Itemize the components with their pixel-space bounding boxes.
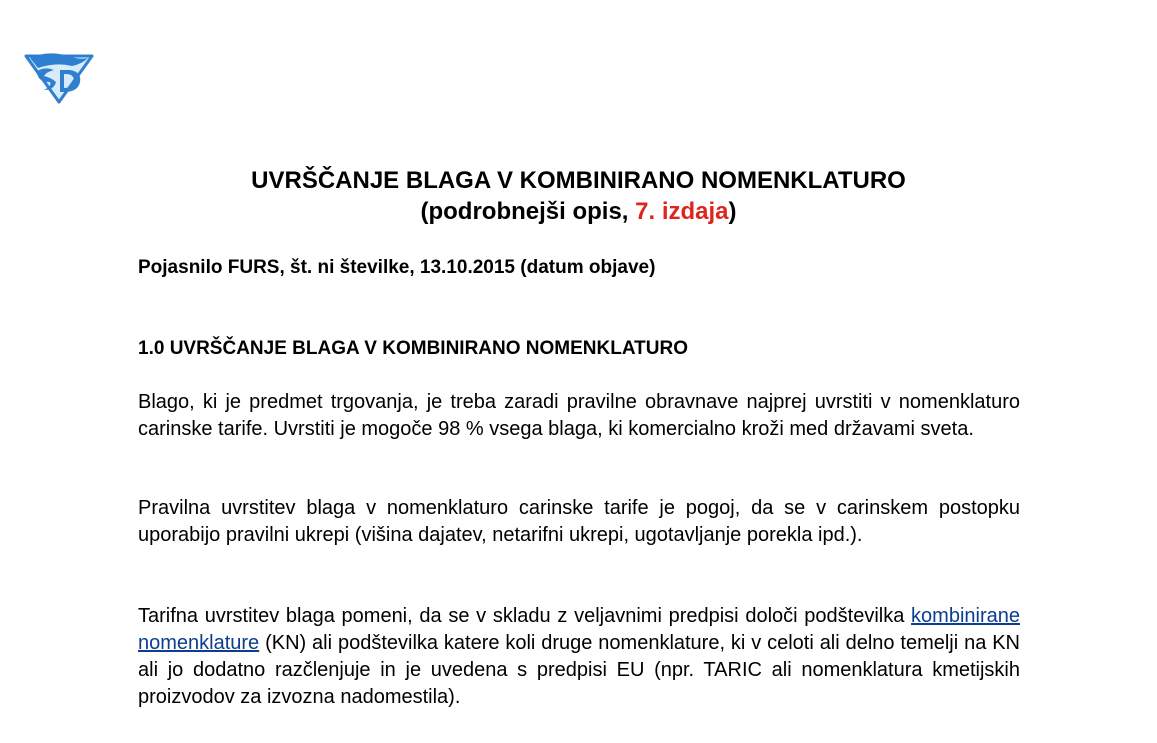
title-line-2-suffix: ) [728,198,737,225]
sd-shield-logo-icon [22,48,96,104]
section-heading: 1.0 UVRŠČANJE BLAGA V KOMBINIRANO NOMENKLATURO [138,338,688,359]
title-line-2 [0,196,1157,227]
edition-label: 7. izdaja [635,198,729,225]
document-title [0,165,1157,227]
paragraph-1: Blago, ki je predmet trgovanja, je treba zaradi pravilne obravnave najprej uvrstiti v nomenklaturo carinske tarife. Uvrstiti je mogoče 98 % vsega blaga, ki komercialno kroži med državami sveta. [138,391,1020,440]
paragraph-2: Pravilna uvrstitev blaga v nomenklaturo carinske tarife je pogoj, da se v carinskem postopku uporabijo pravilni ukrepi (višina dajatev, netarifni ukrepi, ugotavljanje porekla ipd.). [138,497,1020,546]
paragraph-3 [138,603,1020,711]
title-line-2-prefix: (podrobnejši opis, [420,198,636,225]
document-meta: Pojasnilo FURS, št. ni številke, 13.10.2015 (datum objave) [138,257,656,278]
paragraph-3-text-start: Tarifna uvrstitev blaga pomeni, da se v skladu z veljavnimi predpisi določi podštevilka [138,605,912,627]
paragraph-3-text-end: (KN) ali podštevilka katere koli druge nomenklature, ki v celoti ali delno temelji na KN ali jo dodatno razčlenjuje in je uvedena s predpisi EU (npr. TARIC ali nomenklatura kmetijskih proizvodov za izvozna nadomestila). [138,632,1020,708]
title-line-1: UVRŠČANJE BLAGA V KOMBINIRANO NOMENKLATURO [251,167,906,194]
kombinirane-nomenklature-link[interactable]: kombinirane nomenklature [138,605,1020,654]
